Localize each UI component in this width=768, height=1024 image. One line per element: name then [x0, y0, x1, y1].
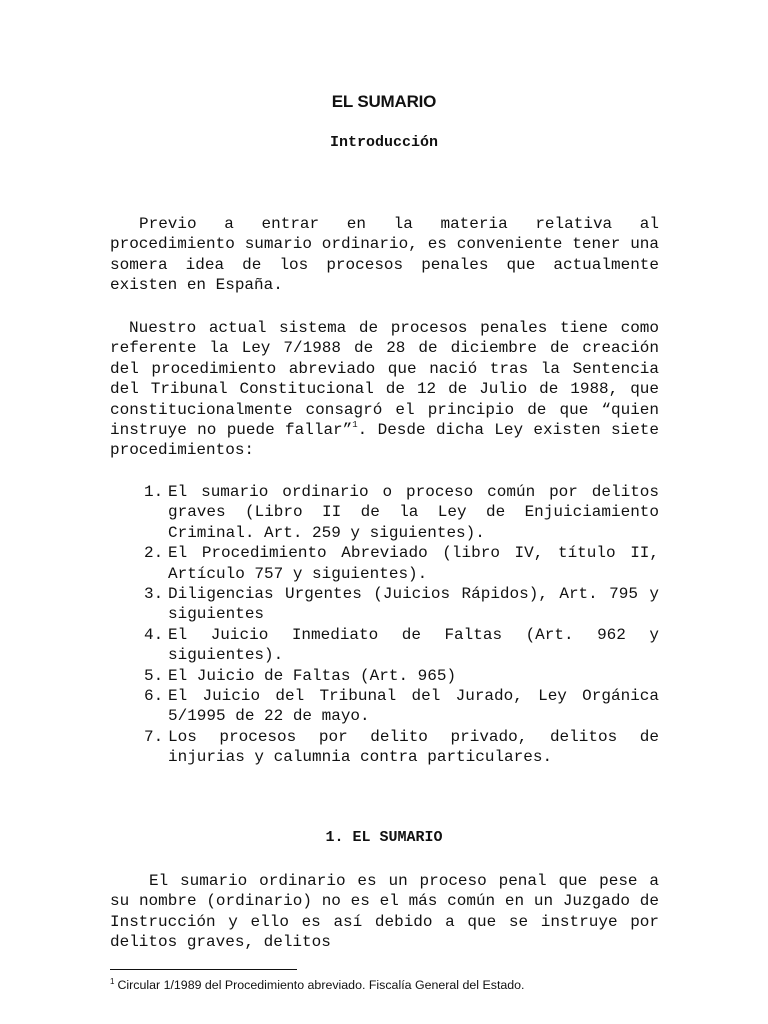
- list-item-number: 3.: [144, 585, 164, 604]
- list-item-text: El Juicio Inmediato de Faltas (Art. 962 y siguientes).: [168, 625, 659, 665]
- footnote-marker: 1: [110, 977, 115, 986]
- list-item-number: 2.: [144, 544, 164, 563]
- footnote: [110, 978, 670, 992]
- list-item-text: El sumario ordinario o proceso común por delitos graves (Libro II de la Ley de Enjuiciamiento Criminal. Art. 259 y siguientes).: [168, 483, 659, 542]
- footnote-divider: [110, 969, 297, 970]
- list-item: [110, 543, 659, 584]
- procedures-list: [110, 482, 659, 768]
- document-subtitle: Introducción: [329, 134, 439, 151]
- list-item-number: 7.: [144, 727, 164, 746]
- system-paragraph-text: Nuestro actual sistema de procesos penales tiene como referente la Ley 7/1988 de 28 de diciembre de creación del procedimiento abreviado que nació tras la Sentencia del Tribunal Constitucional de 12 de Julio de 1988, que constitucionalmente consagró el principio de que “quien instruye no puede fallar”: [110, 319, 659, 440]
- section-paragraph: [110, 871, 659, 953]
- list-item-number: 5.: [144, 666, 164, 685]
- list-item-number: 4.: [144, 625, 164, 644]
- system-paragraph: [110, 318, 659, 461]
- intro-paragraph-text: Previo a entrar en la materia relativa al procedimiento sumario ordinario, es conveniente tener una somera idea de los procesos penales que actualmente existen en España.: [110, 215, 659, 295]
- list-item: [110, 482, 659, 543]
- footnote-reference: 1: [352, 420, 358, 431]
- section-heading: 1. EL SUMARIO: [325, 829, 443, 846]
- list-item-number: 1.: [144, 483, 164, 501]
- list-item-text: Diligencias Urgentes (Juicios Rápidos), Art. 795 y siguientes: [168, 585, 659, 624]
- section-paragraph-text: El sumario ordinario es un proceso penal que pese a su nombre (ordinario) no es el más común en un Juzgado de Instrucción y ello es así debido a que se instruye por delitos graves, delitos: [110, 872, 659, 952]
- system-paragraph-tail: . Desde dicha Ley existen siete procedimientos:: [110, 421, 659, 460]
- list-item: [110, 584, 659, 625]
- list-item: [110, 727, 659, 768]
- list-item: [110, 666, 659, 686]
- document-title: EL SUMARIO: [331, 92, 437, 111]
- list-item-text: El Procedimiento Abreviado (libro IV, título II, Artículo 757 y siguientes).: [168, 544, 659, 583]
- list-item-text: Los procesos por delito privado, delitos de injurias y calumnia contra particulares.: [168, 727, 659, 767]
- list-item: [110, 686, 659, 727]
- list-item-text: El Juicio del Tribunal del Jurado, Ley Orgánica 5/1995 de 22 de mayo.: [168, 687, 659, 726]
- list-item-number: 6.: [144, 687, 164, 706]
- list-item-text: El Juicio de Faltas (Art. 965): [168, 666, 457, 685]
- intro-paragraph: [110, 214, 659, 296]
- list-item: [110, 625, 659, 666]
- footnote-text: Circular 1/1989 del Procedimiento abreviado. Fiscalía General del Estado.: [117, 978, 525, 992]
